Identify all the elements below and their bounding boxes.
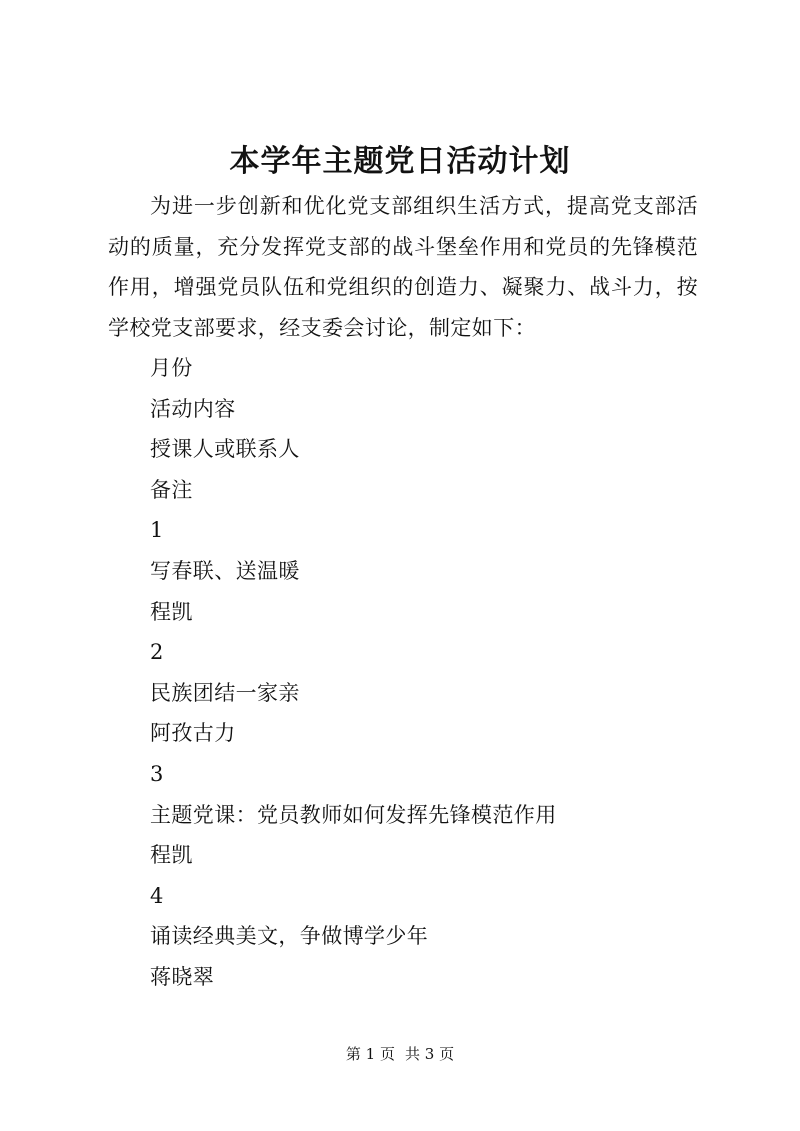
page-total: 共 3 页 [405, 1045, 455, 1063]
plan-line-contact: 程凯 [150, 599, 193, 624]
plan-line-month: 2 [150, 640, 164, 665]
page-number: 第 1 页 [345, 1045, 395, 1063]
plan-line-contact: 程凯 [150, 843, 193, 868]
plan-line-activity: 写春联、送温暖 [150, 558, 300, 583]
plan-line-month: 4 [150, 883, 164, 908]
plan-line-contact: 蒋晓翠 [150, 964, 215, 989]
plan-line-contact-header: 授课人或联系人 [150, 437, 300, 462]
plan-line-remarks-header: 备注 [150, 477, 193, 502]
plan-line-month: 3 [150, 761, 164, 786]
plan-line-month-header: 月份 [150, 356, 193, 380]
intro-paragraph: 为进一步创新和优化党支部组织生活方式，提高党支部活动的质量，充分发挥党支部的战斗堡垒作用和党员的先锋模范作用，增强党员队伍和党组织的创造力、凝聚力、战斗力，按学校党支部要求，经支委会讨论，制定如下： [108, 194, 698, 340]
plan-line-contact: 阿孜古力 [150, 721, 236, 746]
plan-line-content-header: 活动内容 [150, 396, 236, 421]
plan-line-activity: 主题党课：党员教师如何发挥先锋模范作用 [150, 802, 557, 827]
page-footer [0, 1043, 800, 1065]
plan-line-month: 1 [150, 518, 164, 543]
plan-line-activity: 民族团结一家亲 [150, 680, 300, 705]
document-title: 本学年主题党日活动计划 [229, 144, 571, 179]
plan-line-activity: 诵读经典美文，争做博学少年 [150, 924, 429, 949]
plan-lines [150, 348, 557, 998]
